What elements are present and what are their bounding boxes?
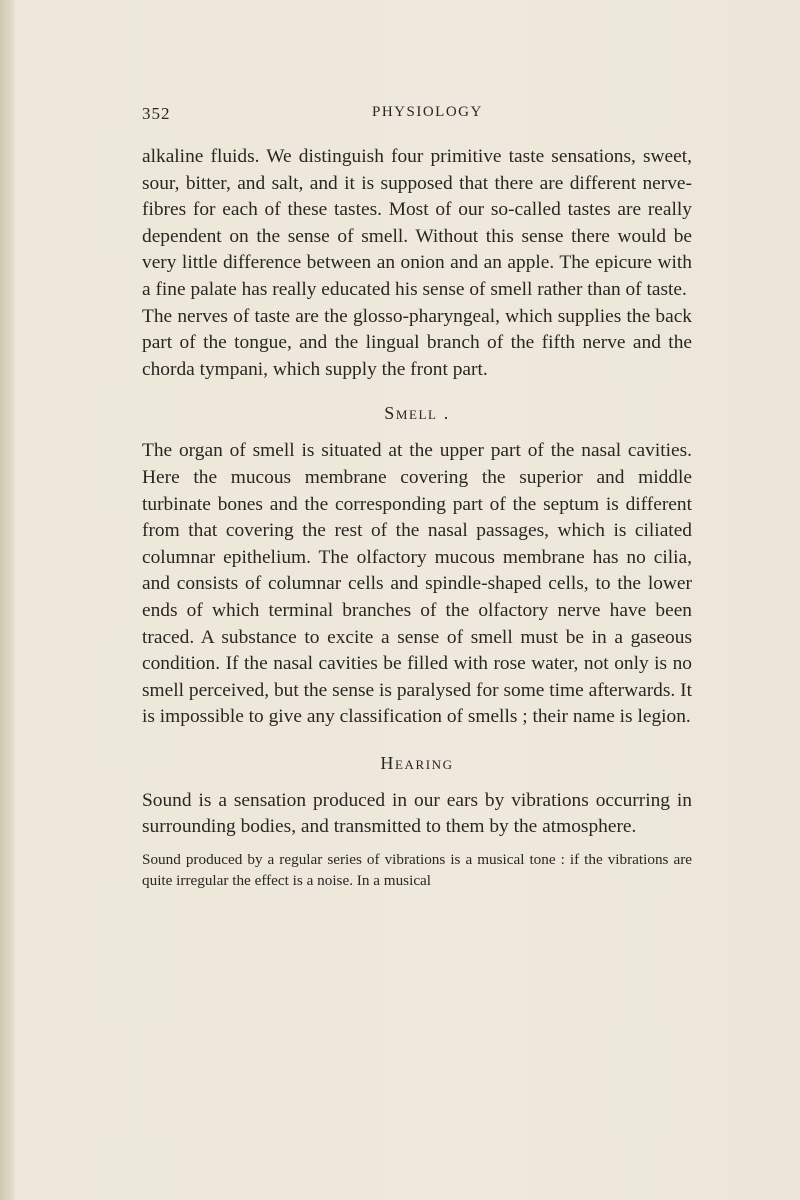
- running-head: [142, 104, 662, 128]
- body-text: [142, 144, 692, 891]
- paragraph-taste-nerves: The nerves of taste are the glosso-pharyngeal, which supplies the back part of the tongue, and the lingual branch of the fifth nerve and the chorda tympani, which supply the front part.: [142, 305, 692, 380]
- paragraph-sound-definition: Sound is a sensation produced in our ears by vibrations occurring in surrounding bodies, and transmitted to them by the atmosphere.: [142, 789, 692, 838]
- paragraph-musical-tone: Sound produced by a regular series of vibrations is a musical tone : if the vibrations are quite irregular the effect is a noise. In a musical: [142, 851, 692, 890]
- page-number: 352: [142, 104, 171, 123]
- paragraph-taste-sensations: alkaline fluids. We distinguish four primitive taste sensations, sweet, sour, bitter, and salt, and it is supposed that there are different nerve-fibres for each of these tastes. Most of our so-called tastes are really dependent on the sense of smell. Without this sense there would be very little difference between an onion and an apple. The epicure with a fine palate has really educated his sense of smell rather than of taste.: [142, 146, 692, 300]
- binding-edge: [0, 0, 14, 1200]
- section-heading-smell: Smell .: [384, 403, 450, 424]
- running-title: PHYSIOLOGY: [372, 104, 483, 120]
- paragraph-smell-organ: The organ of smell is situated at the upper part of the nasal cavities. Here the mucous membrane covering the superior and middle turbinate bones and the corresponding part of the septum is different from that covering the rest of the nasal passages, which is ciliated columnar epithelium. The olfactory mucous membrane has no cilia, and consists of columnar cells and spindle-shaped cells, to the lower ends of which terminal branches of the olfactory nerve have been traced. A substance to excite a sense of smell must be in a gaseous condition. If the nasal cavities be filled with rose water, not only is no smell perceived, but the sense is paralysed for some time afterwards. It is impossible to give any classification of smells ; their name is legion.: [142, 440, 692, 728]
- section-heading-hearing: Hearing: [380, 752, 454, 773]
